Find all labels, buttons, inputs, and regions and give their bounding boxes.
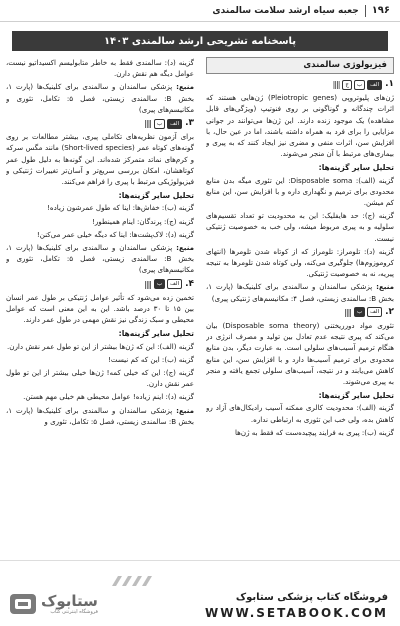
question-number: ۴. (185, 278, 194, 289)
answer-tag: ب (354, 80, 365, 90)
answer-tag: الف (167, 119, 182, 129)
question-header-4 (6, 279, 194, 290)
answer-tag: ج (342, 80, 352, 90)
analysis-item: گزینه (الف): این که ژن‌ها بیشتر از این تو طول عمر نقش دارن. (7, 341, 194, 351)
running-header (0, 0, 400, 22)
chapter-banner: پاسخنامه تشریحی ارشد سالمندی ۱۴۰۳ (12, 31, 388, 51)
analysis-item: گزینه (ج): پرندگان: اینام همینطور! (92, 216, 194, 226)
two-column-body (6, 57, 394, 551)
answer-tag: الف (167, 279, 182, 289)
answer-tags (154, 279, 182, 289)
right-column (206, 57, 394, 551)
answer-tag: الف (367, 80, 382, 90)
page-number: ۱۹۶ (371, 5, 390, 16)
analysis-item: گزینه (الف): محدودیت کالری ممکنه آسیب رادیکال‌های آزاد رو کاهش بده، ولی خب این تئوری به ارتباطی نداره. (206, 403, 394, 424)
analysis-item: گزینه (د): سالمندی فقط به خاطر متابولیسم اکسیداتیو نیست، عوامل دیگه هم نقش دارن. (6, 58, 194, 79)
source-label: منبع: (176, 82, 194, 92)
source-text: پزشکی سالمندان و سالمندی برای کلینیک‌ها (پارت ۱، بخش B: سالمندی زیستی، فصل ۵: تکامل، تئوری و مکانیسم‌های پیری) (6, 243, 194, 275)
analysis-item: گزینه (د): اینم زیاده! عوامل محیطی هم خیلی مهم هستن. (23, 392, 194, 402)
answer-tag: ب (354, 307, 365, 317)
logo-text (41, 593, 98, 616)
difficulty-bars-icon: |||| (332, 80, 340, 89)
analysis-heading: تحلیل سایر گزینه‌ها: (318, 391, 394, 401)
source-text: پزشکی سالمندان و سالمندی برای کلینیک‌ها (پارت ۱، بخش B: سالمندی زیستی، فصل ۵: تکامل، تئوری و (6, 405, 194, 426)
question-header-3 (6, 118, 194, 129)
analysis-item: گزینه (ج): حد هایفلیک: این به محدودیت تو تعداد تقسیم‌های سلولیه و به پیری مربوط میشه، ولی خب به خصوصیت ژنتیکی نیست. (206, 211, 394, 243)
source-label: منبع: (176, 405, 194, 415)
question-number: ۱. (385, 79, 394, 89)
analysis-item: گزینه (الف): Disposable soma: این تئوری میگه بدن منابع محدودی برای ترمیم و نگهداری داره و با افزایش سن، این منابع کم میشن. (206, 175, 394, 208)
logo-word: ستابوک (41, 591, 98, 610)
difficulty-bars-icon: |||| (344, 307, 351, 317)
source-reference (6, 81, 194, 115)
analysis-heading: تحلیل سایر گزینه‌ها: (118, 329, 194, 339)
decorative-stripe-icon (112, 576, 172, 586)
answer-body: برای آزمون نظریه‌های تکاملی پیری، بیشتر مطالعات بر روی گونه‌های کوتاه عمر (Short-lived species) مانند مگس سرکه و کرم‌های نماتد متمرکز شده‌اند. این گونه‌ها به دلیل طول عمر کوتاهشان، امکان بررسی سریع‌تر و آسان‌تر تغییرات ژنتیکی و فیزیولوژیکی مرتبط با پیری را فراهم می‌کنند. (6, 132, 194, 187)
analysis-item: گزینه (د): لاک‌پشت‌ها: اینا که دیگه خیلی عمر می‌کنن! (36, 229, 194, 239)
question-header-2 (206, 307, 394, 318)
answer-tag: ب (154, 119, 165, 129)
logo-subtitle: فروشگاه اینترنتی کتاب (50, 608, 98, 615)
website-link[interactable]: WWW.SETABOOK.COM (204, 606, 388, 620)
book-title: جعبه سیاه ارشد سلامت سالمندی (212, 5, 359, 16)
analysis-heading: تحلیل سایر گزینه‌ها: (118, 191, 194, 201)
logo-mark-icon (8, 590, 38, 618)
analysis-item: گزینه (د): تلومراز: تلومراز که از کوتاه شدن تلومرها (انتهای کروموزوم‌ها) جلوگیری می‌کنه، ولی کوتاه شدن تلومرها به تنیجه پیریه، نه به خصوصیت ژنتیکی. (206, 246, 394, 279)
difficulty-bars-icon: |||| (144, 119, 151, 129)
answer-tags (154, 119, 182, 129)
section-title: فیزیولوژی سالمندی (206, 57, 394, 74)
question-header-1 (206, 79, 394, 90)
answer-tags (342, 80, 382, 90)
source-text: پزشکی سالمندان و سالمندی برای کلینیک‌ها (پارت ۱، بخش B: سالمندی زیستی، فصل ۴: مکانیسم‌های ژنتیکی پیری) (206, 282, 394, 303)
analysis-item: گزینه (ب): خفاش‌ها: اینا که طول عمرشون زیاده! (47, 203, 194, 213)
shop-name: فروشگاه کتاب پزشکی ستابوک (235, 592, 388, 603)
question-number: ۲. (385, 306, 394, 317)
question-number: ۳. (185, 118, 194, 129)
source-reference (206, 281, 394, 303)
answer-tags (354, 307, 382, 317)
source-reference (6, 242, 194, 276)
source-text: پزشکی سالمندان و سالمندی برای کلینیک‌ها (پارت ۱، بخش B: سالمندی زیستی، فصل ۵: تکامل، تئوری و مکانیسم‌های پیری) (6, 82, 194, 114)
answer-body: ژن‌های پلیوتروپی (Pleiotropic genes) ژن‌هایی هستند که اثرات چندگانه و گوناگونی بر روی فنوتیپ (ویژگی‌های قابل مشاهده) یک موجود زنده دارند. این ژن‌ها می‌توانند در جوانی مزایایی را برای فرد به همراه داشته باشند، اما در عین حال، با افزایش سن، اثرات منفی و مضری نیز ایجاد کنند که به پیری و بیماری‌های مرتبط با آن منجر می‌شوند. (206, 93, 394, 159)
source-label: منبع: (176, 243, 194, 253)
difficulty-bars-icon: |||| (144, 279, 151, 289)
analysis-item: گزینه (ج): این که خیلی کمه! ژن‌ها خیلی بیشتر از این تو طول عمر نقش دارن. (6, 368, 194, 389)
answer-tag: ب (154, 279, 165, 289)
analysis-item: گزینه (ب): این که کم نیست! (108, 354, 194, 364)
source-label: منبع: (376, 282, 394, 292)
source-reference (6, 405, 194, 427)
analysis-item: گزینه (ب): پیری به فرایند پیچیده‌ست که فقط به ژن‌ها (235, 427, 394, 437)
answer-tag: الف (367, 307, 382, 317)
left-column (6, 57, 194, 551)
setabook-logo[interactable] (8, 588, 100, 620)
answer-body: تخمین زده می‌شود که تأثیر عوامل ژنتیکی بر طول عمر انسان بین ۱۵ تا ۳۰ درصد باشد. این به این معنی است که عوامل محیطی و سبک زندگی نیز نقش مهمی در طول عمر دارند. (6, 292, 194, 325)
analysis-heading: تحلیل سایر گزینه‌ها: (318, 163, 394, 173)
header-divider (365, 5, 366, 17)
answer-body: تئوری مواد دورریختنی (Disposable soma theory) بیان می‌کند که پیری نتیجه عدم تعادل بین تولید و مصرف انرژی در هنگام ترمیم آسیب‌های سلولی است. به عبارت دیگر، بدن منابع محدودی برای ترمیم آسیب‌ها دارد و با افزایش سن، این منابع کاهش می‌یابند و در نتیجه، آسیب‌های سلولی تجمع یافته و منجر به پیری می‌شوند. (206, 321, 394, 387)
